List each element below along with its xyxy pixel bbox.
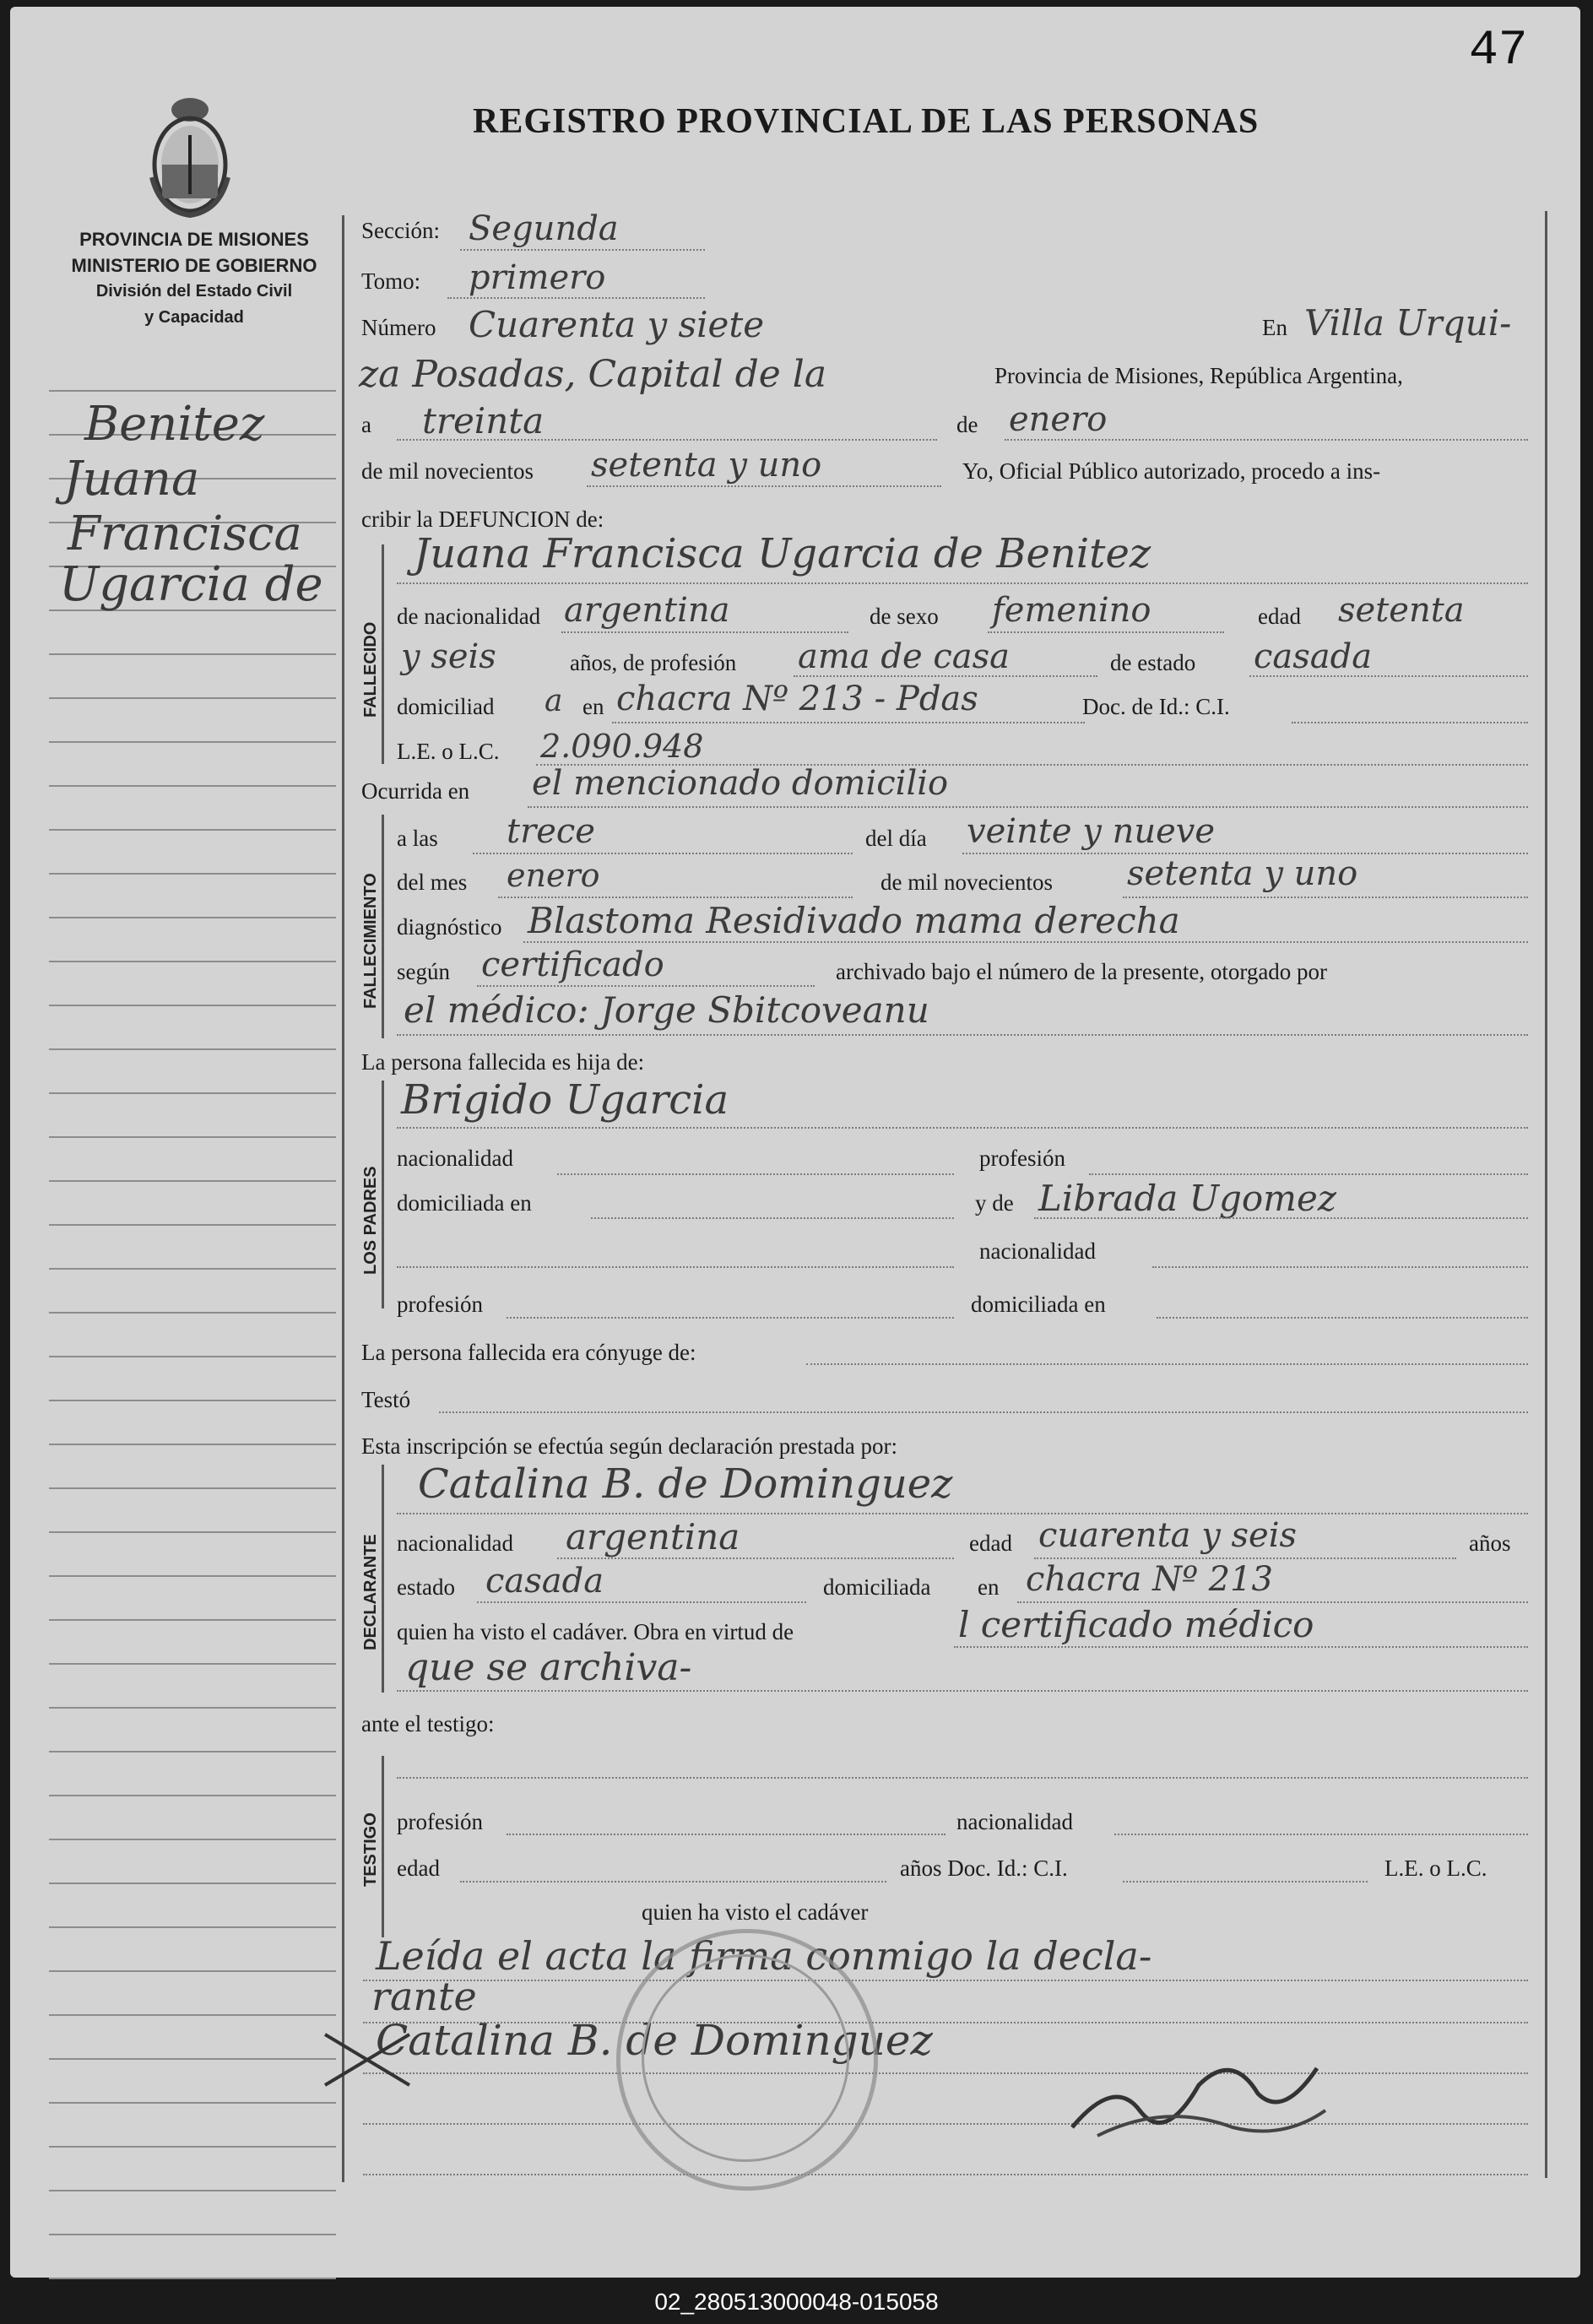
margin-rule: [49, 1224, 336, 1226]
underline: [397, 1127, 1528, 1129]
underline: [507, 1317, 954, 1319]
value-obra-cont: que se archiva-: [405, 1646, 692, 1689]
label-domiciliada-en-padre: domiciliada en: [397, 1190, 532, 1216]
label-le-lc-testigo: L.E. o L.C.: [1384, 1855, 1487, 1881]
value-domiciliad-suffix: a: [545, 684, 563, 718]
label-domiciliada-en-madre: domiciliada en: [971, 1292, 1106, 1317]
underline: [1292, 722, 1528, 723]
official-stamp-inner-icon: [642, 1954, 849, 2162]
margin-rule: [49, 1048, 336, 1050]
label-en-declarante: en: [978, 1574, 1000, 1600]
label-nacionalidad-padre: nacionalidad: [397, 1146, 513, 1171]
label-de-nacionalidad: de nacionalidad: [397, 604, 541, 629]
underline: [1152, 1266, 1528, 1268]
label-seccion: Sección:: [361, 218, 440, 243]
value-de-mil-2: setenta y uno: [1127, 854, 1358, 893]
authority-line-3: División del Estado Civil: [95, 282, 293, 301]
section-bracket: [382, 1081, 384, 1308]
margin-rule: [49, 1839, 336, 1840]
margin-rule: [49, 1005, 336, 1006]
underline: [1005, 439, 1528, 441]
underline: [587, 485, 941, 487]
underline: [523, 941, 1528, 943]
value-nombre-fallecido: Juana Francisca Ugarcia de Benitez: [414, 530, 1151, 577]
label-ante-testigo: ante el testigo:: [361, 1711, 495, 1736]
label-de-sexo: de sexo: [870, 604, 939, 629]
coat-of-arms-icon: [144, 93, 236, 219]
section-bracket: [382, 544, 384, 764]
margin-note-line-4: Ugarcia de: [59, 557, 323, 612]
section-bracket: [382, 1465, 384, 1693]
underline: [1123, 897, 1528, 898]
margin-rule: [49, 1444, 336, 1445]
label-le-lc: L.E. o L.C.: [397, 739, 500, 764]
label-yo-oficial: Yo, Oficial Público autorizado, procedo a ins-: [962, 458, 1381, 484]
underline: [447, 297, 705, 299]
official-signature-icon: [1064, 2043, 1334, 2144]
margin-rule: [49, 1268, 336, 1270]
value-edad: setenta: [1338, 591, 1465, 630]
label-de: de: [956, 412, 978, 437]
margin-rule: [49, 2102, 336, 2104]
value-del-dia: veinte y nueve: [967, 812, 1216, 851]
margin-rule: [49, 1356, 336, 1357]
underline: [1034, 1217, 1528, 1219]
value-a: treinta: [422, 400, 545, 442]
authority-line-2: MINISTERIO DE GOBIERNO: [71, 255, 317, 276]
authority-line-1: PROVINCIA DE MISIONES: [79, 229, 309, 250]
value-edad-2: y seis: [401, 637, 496, 676]
underline: [397, 1266, 954, 1268]
label-de-estado: de estado: [1110, 650, 1196, 675]
label-nacionalidad-declarante: nacionalidad: [397, 1530, 513, 1556]
label-anos-doc: años Doc. Id.: C.I.: [900, 1855, 1068, 1881]
underline: [460, 249, 705, 251]
margin-rule: [49, 1180, 336, 1182]
label-edad: edad: [1258, 604, 1301, 629]
section-bracket: [382, 1756, 384, 1937]
cross-mark-icon: [317, 2026, 418, 2094]
margin-rule: [49, 1882, 336, 1884]
value-diagnostico: Blastoma Residivado mama derecha: [528, 900, 1180, 941]
label-edad-declarante: edad: [969, 1530, 1012, 1556]
label-domiciliada-declarante: domiciliada: [823, 1574, 931, 1600]
underline: [1017, 1601, 1528, 1603]
underline: [397, 1034, 1528, 1036]
underline: [1123, 1881, 1368, 1882]
right-border: [1545, 211, 1547, 2178]
value-en: Villa Urqui-: [1304, 302, 1512, 344]
underline: [557, 1557, 954, 1559]
underline: [363, 2123, 1528, 2125]
label-diagnostico: diagnóstico: [397, 914, 502, 940]
underline: [806, 1363, 1528, 1365]
authority-line-4: y Capacidad: [144, 308, 244, 327]
margin-rule: [49, 1092, 336, 1094]
underline: [460, 1881, 886, 1882]
underline: [557, 1173, 954, 1175]
document-title: REGISTRO PROVINCIAL DE LAS PERSONAS: [473, 102, 1260, 141]
section-bracket: [382, 815, 384, 1038]
underline: [988, 631, 1224, 633]
underline: [477, 1601, 806, 1603]
label-nacionalidad-madre: nacionalidad: [979, 1238, 1096, 1264]
underline: [397, 582, 1528, 584]
label-archivado: archivado bajo el número de la presente, otorgado por: [836, 959, 1328, 984]
underline: [498, 897, 853, 898]
column-divider: [342, 215, 344, 2182]
value-madre: Librada Ugomez: [1038, 1178, 1336, 1219]
margin-rule: [49, 2058, 336, 2060]
section-declarante: DECLARANTE: [361, 1534, 380, 1650]
value-sexo: femenino: [992, 591, 1151, 630]
label-de-mil-2: de mil novecientos: [880, 869, 1053, 895]
value-ocurrida: el mencionado domicilio: [532, 764, 949, 803]
margin-rule: [49, 829, 336, 831]
page-number: 47: [1469, 24, 1528, 79]
label-provincia: Provincia de Misiones, República Argentina,: [994, 363, 1403, 388]
margin-rule: [49, 1487, 336, 1489]
underline: [473, 853, 853, 854]
margin-note-line-2: Juana: [63, 452, 200, 507]
value-nacionalidad: argentina: [564, 591, 730, 630]
margin-rule: [49, 1795, 336, 1796]
label-numero: Número: [361, 315, 436, 340]
margin-rule: [49, 1707, 336, 1709]
margin-rule: [49, 1926, 336, 1928]
underline: [507, 1834, 946, 1835]
label-en: En: [1262, 315, 1287, 340]
value-otorgado-por: el médico: Jorge Sbitcoveanu: [404, 989, 929, 1031]
label-del-mes: del mes: [397, 869, 468, 895]
underline: [477, 985, 815, 987]
value-decl-domicilio: chacra Nº 213: [1026, 1560, 1273, 1599]
underline: [1157, 1317, 1528, 1319]
margin-rule: [49, 653, 336, 655]
value-decl-edad: cuarenta y seis: [1038, 1516, 1298, 1555]
value-domicilio: chacra Nº 213 - Pdas: [616, 680, 978, 718]
underline: [1089, 1173, 1528, 1175]
value-decl-estado: casada: [485, 1562, 604, 1601]
underline: [363, 1980, 1528, 1981]
margin-note-line-1: Benitez: [84, 397, 265, 452]
label-tomo: Tomo:: [361, 268, 421, 294]
value-leida-cont: rante: [371, 1974, 477, 2019]
label-anos-declarante: años: [1469, 1530, 1511, 1556]
value-lugar: za Posadas, Capital de la: [359, 353, 827, 396]
value-de-mes: enero: [1009, 400, 1108, 439]
margin-rule: [49, 2014, 336, 2016]
underline: [397, 1690, 1528, 1692]
value-tomo: primero: [469, 258, 606, 297]
value-estado: casada: [1254, 637, 1373, 676]
underline: [591, 1217, 954, 1219]
margin-rule: [49, 1751, 336, 1752]
underline: [794, 675, 1097, 677]
underline: [528, 806, 1528, 808]
label-edad-testigo: edad: [397, 1855, 440, 1881]
margin-rule: [49, 1970, 336, 1972]
label-nacionalidad-testigo: nacionalidad: [956, 1809, 1073, 1834]
margin-rule: [49, 390, 336, 392]
value-del-mes: enero: [507, 857, 600, 894]
margin-rule: [49, 961, 336, 962]
margin-rule: [49, 917, 336, 918]
issuing-authority: [34, 226, 355, 331]
label-anos-profesion: años, de profesión: [570, 650, 737, 675]
underline: [439, 1411, 1528, 1413]
value-firma-declarante: Catalina B. de Dominguez: [376, 2016, 933, 2065]
label-hija-de: La persona fallecida es hija de:: [361, 1049, 645, 1075]
value-le-lc: 2.090.948: [540, 728, 704, 765]
margin-note-line-3: Francisca: [68, 507, 302, 561]
label-y-de: y de: [975, 1190, 1014, 1216]
label-quien-ha-visto: quien ha visto el cadáver. Obra en virtud de: [397, 1619, 794, 1644]
label-profesion-testigo: profesión: [397, 1809, 483, 1834]
margin-rule: [49, 2146, 336, 2148]
section-fallecido: FALLECIDO: [361, 621, 380, 718]
label-profesion-padre: profesión: [979, 1146, 1065, 1171]
label-del-dia: del día: [865, 826, 927, 851]
margin-rule: [49, 697, 336, 699]
margin-rule: [49, 1400, 336, 1401]
margin-rule: [49, 2234, 336, 2235]
underline: [397, 1513, 1528, 1514]
label-ocurrida-en: Ocurrida en: [361, 778, 470, 804]
margin-rule: [49, 1312, 336, 1314]
section-fallecimiento: FALLECIMIENTO: [361, 873, 380, 1009]
margin-rule: [49, 1575, 336, 1577]
underline: [397, 1777, 1528, 1779]
margin-rule: [49, 873, 336, 875]
value-leida: Leída el acta la firma conmigo la decla-: [376, 1933, 1152, 1979]
value-declarante: Catalina B. de Dominguez: [418, 1460, 953, 1508]
margin-rule: [49, 1136, 336, 1138]
value-padre: Brigido Ugarcia: [401, 1076, 729, 1124]
value-de-mil: setenta y uno: [591, 446, 822, 485]
label-a: a: [361, 412, 371, 437]
label-domiciliad: domiciliad: [397, 694, 495, 719]
margin-rule: [49, 1663, 336, 1665]
label-testo: Testó: [361, 1387, 411, 1412]
value-decl-nacionalidad: argentina: [566, 1516, 740, 1557]
underline: [1249, 675, 1528, 677]
value-seccion: Segunda: [469, 209, 619, 248]
label-quien-cadaver: quien ha visto el cadáver: [642, 1899, 869, 1925]
section-testigo: TESTIGO: [361, 1812, 380, 1887]
label-de-mil: de mil novecientos: [361, 458, 534, 484]
label-doc-id: Doc. de Id.: C.I.: [1082, 694, 1230, 719]
underline: [954, 1646, 1528, 1648]
section-padres: LOS PADRES: [361, 1166, 380, 1275]
margin-rule: [49, 741, 336, 743]
underline: [612, 722, 1085, 723]
value-obra-en-virtud: l certificado médico: [958, 1604, 1314, 1645]
value-a-las: trece: [507, 812, 595, 851]
underline: [561, 631, 848, 633]
label-estado-declarante: estado: [397, 1574, 455, 1600]
underline: [397, 439, 937, 441]
file-identifier: 02_280513000048-015058: [654, 2289, 939, 2315]
label-en-2: en: [582, 694, 604, 719]
margin-rule: [49, 1531, 336, 1533]
underline: [363, 2174, 1528, 2175]
margin-rule: [49, 1619, 336, 1621]
underline: [363, 2072, 1528, 2074]
margin-rule: [49, 2190, 336, 2191]
value-numero: Cuarenta y siete: [469, 304, 765, 345]
label-segun: según: [397, 959, 450, 984]
value-segun: certificado: [481, 945, 664, 984]
label-a-las: a las: [397, 826, 438, 851]
label-profesion-madre: profesión: [397, 1292, 483, 1317]
label-esta-inscripcion: Esta inscripción se efectúa según declaración prestada por:: [361, 1433, 897, 1459]
label-cribir: cribir la DEFUNCION de:: [361, 507, 604, 532]
value-profesion: ama de casa: [798, 637, 1010, 676]
underline: [1034, 1557, 1456, 1559]
margin-rule: [49, 785, 336, 787]
underline: [1114, 1834, 1528, 1835]
label-conyuge: La persona fallecida era cónyuge de:: [361, 1340, 696, 1365]
